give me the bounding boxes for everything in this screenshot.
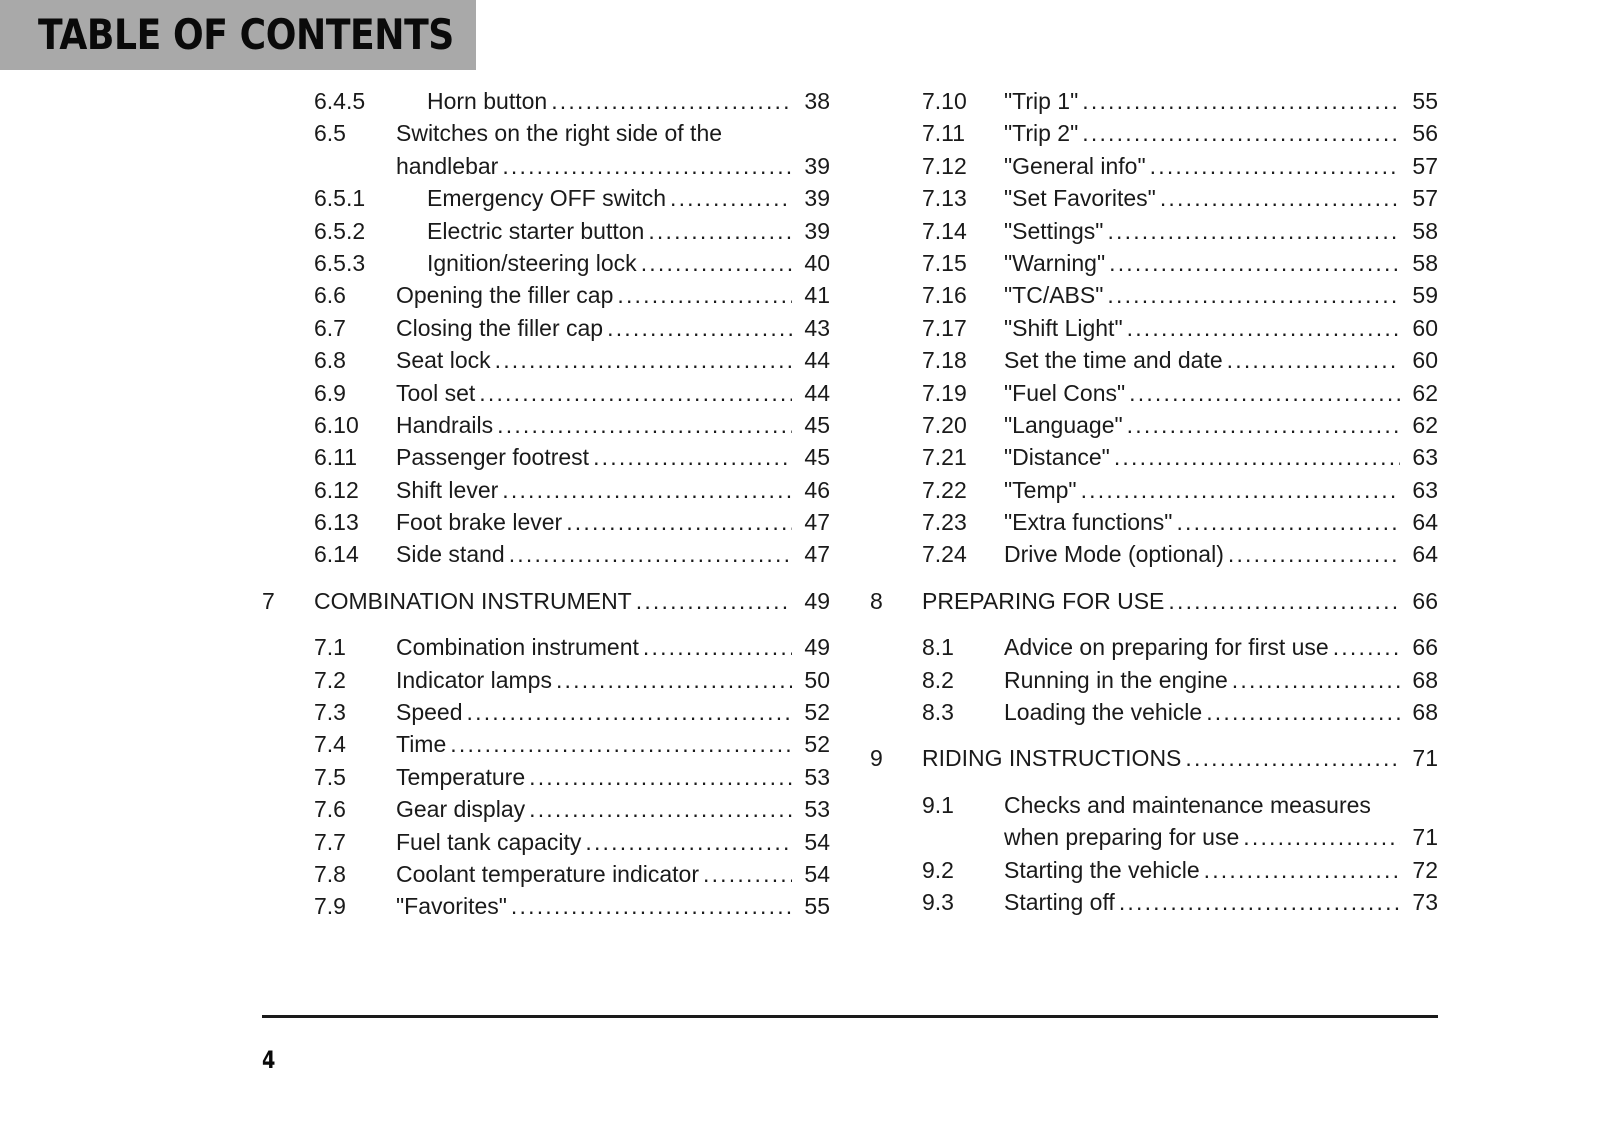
entry-number: 7.12 bbox=[922, 152, 967, 179]
entry-page-number: 54 bbox=[804, 828, 830, 855]
entry-title: Shift lever bbox=[396, 476, 499, 503]
dot-leader bbox=[479, 377, 792, 409]
entry-number: 7.5 bbox=[314, 763, 346, 790]
toc-entry[interactable] bbox=[870, 474, 1438, 506]
entry-title: Side stand bbox=[396, 541, 505, 568]
entry-number: 8 bbox=[870, 587, 883, 614]
entry-title: "Shift Light" bbox=[1004, 314, 1123, 341]
entry-page-number: 38 bbox=[804, 88, 830, 114]
entry-title: "Fuel Cons" bbox=[1004, 379, 1126, 406]
entry-page-number: 64 bbox=[1412, 541, 1438, 568]
entry-title: Drive Mode (optional) bbox=[1004, 541, 1224, 568]
entry-number: 6.10 bbox=[314, 411, 359, 438]
dot-leader bbox=[1109, 247, 1400, 279]
entry-number: 7.2 bbox=[314, 666, 346, 693]
entry-title-line bbox=[1004, 150, 1438, 182]
toc-chapter-entry[interactable] bbox=[870, 585, 1438, 617]
toc-entry[interactable] bbox=[262, 182, 830, 214]
entry-title: "Trip 1" bbox=[1004, 88, 1079, 114]
entry-page-number: 62 bbox=[1412, 411, 1438, 438]
entry-title: Running in the engine bbox=[1004, 666, 1228, 693]
entry-number: 7.18 bbox=[922, 347, 967, 374]
entry-title-line bbox=[396, 441, 830, 473]
entry-title-line bbox=[1004, 506, 1438, 538]
toc-entry[interactable] bbox=[870, 789, 1438, 821]
entry-title: Handrails bbox=[396, 411, 494, 438]
entry-number: 7.11 bbox=[922, 120, 966, 147]
entry-title-line bbox=[396, 793, 830, 825]
entry-title: Advice on preparing for first use bbox=[1004, 634, 1329, 661]
entry-page-number: 72 bbox=[1412, 856, 1438, 883]
entry-title-line bbox=[396, 890, 830, 922]
entry-number: 6.5 bbox=[314, 120, 346, 147]
entry-number: 6.7 bbox=[314, 314, 346, 341]
entry-page-number: 53 bbox=[804, 763, 830, 790]
entry-page-number: 45 bbox=[804, 411, 830, 438]
entry-number: 6.13 bbox=[314, 509, 359, 536]
dot-leader bbox=[1150, 150, 1400, 182]
toc-entry[interactable] bbox=[262, 344, 830, 376]
entry-title: Horn button bbox=[427, 88, 548, 114]
entry-title: "Language" bbox=[1004, 411, 1123, 438]
dot-leader bbox=[509, 538, 792, 570]
entry-title-line bbox=[1004, 631, 1438, 663]
toc-chapter-entry[interactable] bbox=[870, 742, 1438, 774]
entry-page-number: 49 bbox=[804, 587, 830, 614]
entry-number: 7.6 bbox=[314, 796, 346, 823]
dot-leader bbox=[551, 85, 792, 117]
dot-leader bbox=[495, 344, 792, 376]
entry-title-line bbox=[396, 117, 830, 149]
toc-entry[interactable] bbox=[262, 247, 830, 279]
dot-leader bbox=[502, 150, 792, 182]
entry-title-line bbox=[396, 538, 830, 570]
dot-leader bbox=[1114, 441, 1400, 473]
entry-number: 7.21 bbox=[922, 444, 967, 471]
entry-page-number: 52 bbox=[804, 731, 830, 758]
toc-entry[interactable] bbox=[262, 409, 830, 441]
entry-title: Temperature bbox=[396, 763, 526, 790]
dot-leader bbox=[1160, 182, 1400, 214]
dot-leader bbox=[1232, 664, 1400, 696]
entry-number: 8.3 bbox=[922, 699, 954, 726]
entry-title-line bbox=[427, 85, 830, 117]
entry-number: 6.4.5 bbox=[314, 88, 366, 114]
entry-title: RIDING INSTRUCTIONS bbox=[922, 745, 1182, 772]
entry-number: 7 bbox=[262, 587, 275, 614]
entry-page-number: 40 bbox=[804, 249, 830, 276]
dot-leader bbox=[1107, 215, 1400, 247]
entry-page-number: 71 bbox=[1412, 824, 1438, 851]
entry-title-line bbox=[396, 279, 830, 311]
entry-title-line bbox=[1004, 279, 1438, 311]
entry-number: 6.5.3 bbox=[314, 249, 366, 276]
entry-page-number: 68 bbox=[1412, 666, 1438, 693]
entry-title-line bbox=[427, 215, 830, 247]
entry-title-line bbox=[1004, 441, 1438, 473]
entry-title-line bbox=[396, 696, 830, 728]
entry-title: COMBINATION INSTRUMENT bbox=[314, 587, 632, 614]
entry-title-line bbox=[396, 150, 830, 182]
entry-title-line bbox=[427, 182, 830, 214]
dot-leader bbox=[617, 279, 792, 311]
toc-entry[interactable] bbox=[870, 150, 1438, 182]
entry-title-line bbox=[1004, 377, 1438, 409]
entry-page-number: 58 bbox=[1412, 217, 1438, 244]
entry-title: Switches on the right side of the bbox=[396, 120, 723, 147]
dot-leader bbox=[1176, 506, 1400, 538]
dot-leader bbox=[1185, 742, 1400, 774]
entry-title: Emergency OFF switch bbox=[427, 185, 666, 212]
entry-number: 7.24 bbox=[922, 541, 967, 568]
entry-title-line bbox=[396, 631, 830, 663]
entry-title-line bbox=[1004, 215, 1438, 247]
entry-title-line bbox=[1004, 538, 1438, 570]
footer-page-number: 4 bbox=[262, 1046, 276, 1074]
dot-leader bbox=[1082, 85, 1400, 117]
entry-page-number: 55 bbox=[1412, 88, 1438, 114]
toc-entry[interactable] bbox=[262, 664, 830, 696]
entry-number: 8.1 bbox=[922, 634, 954, 661]
toc-entry[interactable] bbox=[262, 85, 830, 117]
entry-title: Loading the vehicle bbox=[1004, 699, 1203, 726]
entry-page-number: 47 bbox=[804, 509, 830, 536]
entry-number: 9.2 bbox=[922, 856, 954, 883]
toc-entry[interactable] bbox=[870, 441, 1438, 473]
dot-leader bbox=[585, 826, 792, 858]
dot-leader bbox=[1204, 854, 1400, 886]
entry-number: 6.12 bbox=[314, 476, 359, 503]
entry-number: 7.22 bbox=[922, 476, 967, 503]
entry-number: 7.20 bbox=[922, 411, 967, 438]
dot-leader bbox=[502, 474, 792, 506]
entry-number: 7.10 bbox=[922, 88, 967, 114]
toc-entry[interactable] bbox=[870, 664, 1438, 696]
entry-page-number: 44 bbox=[804, 347, 830, 374]
toc-entry[interactable] bbox=[262, 441, 830, 473]
toc-entry[interactable] bbox=[870, 247, 1438, 279]
toc-entry[interactable] bbox=[870, 409, 1438, 441]
entry-title-line bbox=[396, 474, 830, 506]
entry-title: Set the time and date bbox=[1004, 347, 1223, 374]
toc-entry[interactable] bbox=[870, 821, 1438, 853]
entry-title-line bbox=[1004, 247, 1438, 279]
entry-title: when preparing for use bbox=[1004, 824, 1240, 851]
toc-entry[interactable] bbox=[262, 696, 830, 728]
dot-leader bbox=[593, 441, 792, 473]
entry-page-number: 66 bbox=[1412, 587, 1438, 614]
entry-title: Closing the filler cap bbox=[396, 314, 604, 341]
toc-entry[interactable] bbox=[870, 215, 1438, 247]
entry-title-line bbox=[396, 761, 830, 793]
toc-entry[interactable] bbox=[870, 696, 1438, 728]
toc-entry[interactable] bbox=[870, 344, 1438, 376]
entry-page-number: 57 bbox=[1412, 152, 1438, 179]
entry-page-number: 39 bbox=[804, 185, 830, 212]
entry-page-number: 54 bbox=[804, 860, 830, 887]
entry-title: Passenger footrest bbox=[396, 444, 590, 471]
entry-title-line bbox=[396, 506, 830, 538]
toc-entry[interactable] bbox=[870, 117, 1438, 149]
toc-entry[interactable] bbox=[870, 538, 1438, 570]
entry-title: Checks and maintenance measures bbox=[1004, 791, 1371, 818]
entry-title-line bbox=[1004, 821, 1438, 853]
entry-page-number: 50 bbox=[804, 666, 830, 693]
toc-entry[interactable] bbox=[870, 854, 1438, 886]
entry-title-line bbox=[1004, 85, 1438, 117]
dot-leader bbox=[556, 664, 792, 696]
entry-page-number: 63 bbox=[1412, 444, 1438, 471]
entry-number: 6.9 bbox=[314, 379, 346, 406]
dot-leader bbox=[1129, 377, 1400, 409]
toc-entry[interactable] bbox=[870, 182, 1438, 214]
entry-title: "Distance" bbox=[1004, 444, 1110, 471]
toc-entry[interactable] bbox=[870, 85, 1438, 117]
entry-title-line bbox=[396, 858, 830, 890]
dot-leader bbox=[566, 506, 792, 538]
entry-title: Foot brake lever bbox=[396, 509, 563, 536]
entry-title: "General info" bbox=[1004, 152, 1146, 179]
entry-page-number: 52 bbox=[804, 699, 830, 726]
entry-number: 6.11 bbox=[314, 444, 358, 471]
toc-entry[interactable] bbox=[262, 150, 830, 182]
entry-title-line bbox=[1004, 886, 1438, 918]
toc-entry[interactable] bbox=[262, 761, 830, 793]
entry-title: Fuel tank capacity bbox=[396, 828, 582, 855]
entry-page-number: 46 bbox=[804, 476, 830, 503]
entry-number: 7.1 bbox=[314, 634, 346, 661]
entry-page-number: 60 bbox=[1412, 347, 1438, 374]
entry-page-number: 63 bbox=[1412, 476, 1438, 503]
entry-title: Speed bbox=[396, 699, 463, 726]
toc-entry[interactable] bbox=[262, 793, 830, 825]
entry-page-number: 56 bbox=[1412, 120, 1438, 147]
entry-title: Electric starter button bbox=[427, 217, 645, 244]
entry-title-line bbox=[1004, 117, 1438, 149]
toc-entry[interactable] bbox=[262, 858, 830, 890]
entry-title: Starting off bbox=[1004, 888, 1115, 915]
entry-page-number: 73 bbox=[1412, 888, 1438, 915]
entry-title: Ignition/steering lock bbox=[427, 249, 637, 276]
entry-title: Starting the vehicle bbox=[1004, 856, 1200, 883]
dot-leader bbox=[670, 182, 792, 214]
dot-leader bbox=[1082, 117, 1400, 149]
entry-number: 9.1 bbox=[922, 791, 954, 818]
entry-title: PREPARING FOR USE bbox=[922, 587, 1165, 614]
dot-leader bbox=[1127, 409, 1400, 441]
entry-page-number: 47 bbox=[804, 541, 830, 568]
entry-page-number: 66 bbox=[1412, 634, 1438, 661]
entry-title: Combination instrument bbox=[396, 634, 639, 661]
entry-title-line bbox=[396, 826, 830, 858]
entry-title: Opening the filler cap bbox=[396, 282, 614, 309]
entry-title-line bbox=[396, 312, 830, 344]
toc-entry[interactable] bbox=[870, 279, 1438, 311]
dot-leader bbox=[497, 409, 792, 441]
entry-number: 7.14 bbox=[922, 217, 967, 244]
entry-title-line bbox=[1004, 312, 1438, 344]
entry-number: 7.9 bbox=[314, 893, 346, 920]
entry-number: 7.15 bbox=[922, 249, 967, 276]
dot-leader bbox=[643, 631, 792, 663]
dot-leader bbox=[1243, 821, 1400, 853]
dot-leader bbox=[641, 247, 792, 279]
toc-entry[interactable] bbox=[262, 728, 830, 760]
dot-leader bbox=[636, 585, 792, 617]
toc-entry[interactable] bbox=[262, 215, 830, 247]
toc-entry[interactable] bbox=[870, 886, 1438, 918]
dot-leader bbox=[703, 858, 792, 890]
entry-number: 7.23 bbox=[922, 509, 967, 536]
entry-title: "Extra functions" bbox=[1004, 509, 1173, 536]
entry-page-number: 55 bbox=[804, 893, 830, 920]
toc-entry[interactable] bbox=[262, 538, 830, 570]
entry-page-number: 41 bbox=[804, 282, 830, 309]
entry-title-line bbox=[1004, 696, 1438, 728]
entry-page-number: 68 bbox=[1412, 699, 1438, 726]
dot-leader bbox=[1127, 312, 1400, 344]
entry-title-line bbox=[396, 377, 830, 409]
entry-title: "Trip 2" bbox=[1004, 120, 1079, 147]
entry-number: 9.3 bbox=[922, 888, 954, 915]
header-banner bbox=[0, 0, 476, 70]
toc-entry[interactable] bbox=[262, 474, 830, 506]
entry-page-number: 53 bbox=[804, 796, 830, 823]
entry-title: Indicator lamps bbox=[396, 666, 552, 693]
entry-number: 6.14 bbox=[314, 541, 359, 568]
entry-title-line bbox=[1004, 344, 1438, 376]
entry-title-line bbox=[314, 585, 830, 617]
entry-title-line bbox=[396, 728, 830, 760]
entry-title: "Favorites" bbox=[396, 893, 507, 920]
entry-page-number: 64 bbox=[1412, 509, 1438, 536]
entry-title: handlebar bbox=[396, 152, 499, 179]
dot-leader bbox=[1228, 538, 1400, 570]
footer-divider bbox=[262, 1015, 1438, 1018]
entry-number: 6.8 bbox=[314, 347, 346, 374]
dot-leader bbox=[607, 312, 792, 344]
dot-leader bbox=[450, 728, 792, 760]
entry-number: 9 bbox=[870, 745, 883, 772]
dot-leader bbox=[1333, 631, 1400, 663]
entry-title-line bbox=[922, 585, 1438, 617]
toc-entry[interactable] bbox=[262, 506, 830, 538]
entry-title-line bbox=[922, 742, 1438, 774]
dot-leader bbox=[1107, 279, 1400, 311]
entry-number: 7.16 bbox=[922, 282, 967, 309]
entry-title-line bbox=[1004, 854, 1438, 886]
toc-entry[interactable] bbox=[870, 312, 1438, 344]
entry-title-line bbox=[1004, 789, 1438, 821]
entry-page-number: 49 bbox=[804, 634, 830, 661]
toc-entry[interactable] bbox=[870, 377, 1438, 409]
entry-title-line bbox=[1004, 182, 1438, 214]
entry-page-number: 58 bbox=[1412, 249, 1438, 276]
entry-title: "Temp" bbox=[1004, 476, 1077, 503]
entry-number: 7.4 bbox=[314, 731, 346, 758]
entry-title-line bbox=[1004, 409, 1438, 441]
entry-page-number: 39 bbox=[804, 152, 830, 179]
entry-number: 7.17 bbox=[922, 314, 967, 341]
entry-page-number: 62 bbox=[1412, 379, 1438, 406]
toc-left-column bbox=[262, 85, 830, 923]
toc-entry[interactable] bbox=[262, 631, 830, 663]
dot-leader bbox=[1227, 344, 1400, 376]
entry-number: 6.5.2 bbox=[314, 217, 366, 244]
entry-title: Tool set bbox=[396, 379, 476, 406]
entry-page-number: 60 bbox=[1412, 314, 1438, 341]
entry-page-number: 39 bbox=[804, 217, 830, 244]
dot-leader bbox=[648, 215, 792, 247]
entry-page-number: 44 bbox=[804, 379, 830, 406]
toc-entry[interactable] bbox=[262, 117, 830, 149]
entry-page-number: 43 bbox=[804, 314, 830, 341]
entry-number: 8.2 bbox=[922, 666, 954, 693]
entry-title: "Warning" bbox=[1004, 249, 1106, 276]
entry-title-line bbox=[427, 247, 830, 279]
dot-leader bbox=[1081, 474, 1400, 506]
entry-number: 6.6 bbox=[314, 282, 346, 309]
toc-entry[interactable] bbox=[870, 631, 1438, 663]
entry-title-line bbox=[396, 409, 830, 441]
toc-entry[interactable] bbox=[870, 506, 1438, 538]
entry-page-number: 59 bbox=[1412, 282, 1438, 309]
entry-title-line bbox=[1004, 664, 1438, 696]
entry-title-line bbox=[396, 664, 830, 696]
dot-leader bbox=[511, 890, 792, 922]
entry-title: "TC/ABS" bbox=[1004, 282, 1104, 309]
entry-page-number: 57 bbox=[1412, 185, 1438, 212]
toc-entry[interactable] bbox=[262, 279, 830, 311]
toc-entry[interactable] bbox=[262, 312, 830, 344]
entry-title: Time bbox=[396, 731, 447, 758]
dot-leader bbox=[1168, 585, 1400, 617]
toc-chapter-entry[interactable] bbox=[262, 585, 830, 617]
entry-number: 7.19 bbox=[922, 379, 967, 406]
entry-number: 7.7 bbox=[314, 828, 346, 855]
dot-leader bbox=[1206, 696, 1400, 728]
entry-title-line bbox=[396, 344, 830, 376]
dot-leader bbox=[529, 761, 792, 793]
entry-number: 6.5.1 bbox=[314, 185, 366, 212]
toc-entry[interactable] bbox=[262, 826, 830, 858]
entry-number: 7.8 bbox=[314, 860, 346, 887]
page-title: TABLE OF CONTENTS bbox=[38, 10, 454, 59]
toc-right-column bbox=[870, 85, 1438, 918]
dot-leader bbox=[1119, 886, 1400, 918]
entry-page-number: 45 bbox=[804, 444, 830, 471]
dot-leader bbox=[529, 793, 792, 825]
entry-number: 7.3 bbox=[314, 699, 346, 726]
entry-title: "Set Favorites" bbox=[1004, 185, 1156, 212]
entry-title: Coolant temperature indicator bbox=[396, 860, 699, 887]
entry-number: 7.13 bbox=[922, 185, 967, 212]
entry-title: Seat lock bbox=[396, 347, 491, 374]
toc-entry[interactable] bbox=[262, 890, 830, 922]
dot-leader bbox=[467, 696, 792, 728]
entry-title: "Settings" bbox=[1004, 217, 1104, 244]
entry-title: Gear display bbox=[396, 796, 526, 823]
toc-entry[interactable] bbox=[262, 377, 830, 409]
entry-title-line bbox=[1004, 474, 1438, 506]
entry-page-number: 71 bbox=[1412, 745, 1438, 772]
